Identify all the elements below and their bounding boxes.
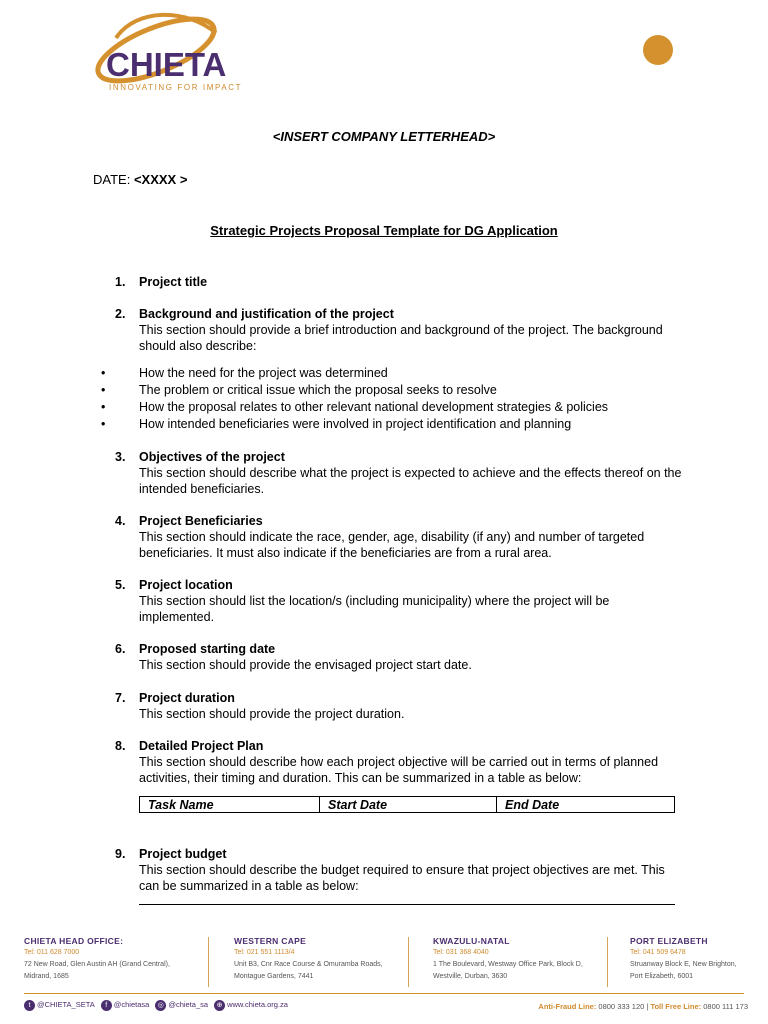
logo-tagline: INNOVATING FOR IMPACT: [109, 83, 243, 92]
section-4: [115, 513, 684, 561]
facebook-link[interactable]: f @chietasa: [101, 1000, 150, 1011]
facebook-icon: f: [101, 1000, 112, 1011]
table-header-cell: Task Name: [140, 797, 320, 813]
section-body: This section should provide a brief introduction and background of the project. The background should also describe:: [139, 323, 663, 353]
section-heading: Objectives of the project: [139, 450, 285, 464]
footer-office-kzn: KWAZULU-NATAL Tel: 031 368 4040 1 The Boulevard, Westway Office Park, Block D, Westville, Durban, 3630: [433, 936, 583, 980]
section-number: 5.: [115, 578, 126, 592]
social-links: [24, 1000, 288, 1011]
document-title: Strategic Projects Proposal Template for DG Application: [210, 223, 558, 238]
footer-office-western-cape: WESTERN CAPE Tel: 021 551 1113/4 Unit B3, Cnr Race Course & Omuramba Roads, Montague Gardens, 7441: [234, 936, 383, 980]
section-heading: Project duration: [139, 691, 235, 705]
section-heading: Project budget: [139, 847, 227, 861]
date-line: [93, 172, 187, 187]
date-value: <XXXX >: [133, 172, 188, 187]
section-body: This section should indicate the race, gender, age, disability (if any) and number of targeted beneficiaries. It must also indicate if the beneficiaries are from a rural area.: [139, 530, 645, 560]
table-header-cell: End Date: [497, 797, 675, 813]
section-body: This section should list the location/s (including municipality) where the project will be implemented.: [139, 594, 610, 624]
section-3: [115, 449, 684, 497]
section-6: [115, 641, 684, 673]
section-1: [115, 274, 684, 290]
orange-dot-icon: [643, 35, 673, 65]
section-number: 3.: [115, 450, 126, 464]
list-item: • How intended beneficiaries were involved in project identification and planning: [101, 417, 572, 431]
section-body: This section should provide the project duration.: [139, 707, 405, 721]
twitter-link[interactable]: t @CHIETA_SETA: [24, 1000, 95, 1011]
footer-divider: [408, 937, 409, 987]
section-heading: Background and justification of the project: [139, 307, 394, 321]
footer: [0, 935, 768, 995]
section-5: [115, 577, 684, 625]
section-2: [115, 306, 684, 354]
list-item: • The problem or critical issue which the proposal seeks to resolve: [101, 383, 497, 397]
section-heading: Project location: [139, 578, 233, 592]
section-body: This section should describe the budget required to ensure that project objectives are met. This can be summarized in a table as below:: [139, 863, 665, 893]
section-8: [115, 738, 684, 786]
section-number: 7.: [115, 691, 126, 705]
section-number: 1.: [115, 275, 126, 289]
hotlines: Anti-Fraud Line: 0800 333 120 | Toll Free Line: 0800 111 173: [538, 1002, 748, 1011]
section-heading: Detailed Project Plan: [139, 739, 264, 753]
section-heading: Project title: [139, 275, 208, 289]
globe-icon: ⊕: [214, 1000, 225, 1011]
task-table: [139, 796, 675, 813]
section-body: This section should describe how each project objective will be carried out in terms of planned activities, their timing and duration. This can be summarized in a table as below:: [139, 755, 659, 785]
section-number: 9.: [115, 847, 126, 861]
section-heading: Proposed starting date: [139, 642, 276, 656]
footer-divider-line: [24, 993, 744, 994]
section-number: 6.: [115, 642, 126, 656]
section-number: 2.: [115, 307, 126, 321]
section-number: 4.: [115, 514, 126, 528]
list-item: • How the proposal relates to other relevant national development strategies & policies: [101, 400, 609, 414]
date-label: DATE:: [93, 172, 131, 187]
instagram-icon: ◎: [155, 1000, 166, 1011]
section-number: 8.: [115, 739, 126, 753]
website-link[interactable]: ⊕ www.chieta.org.za: [214, 1000, 288, 1011]
background-bullets: [0, 365, 768, 433]
logo-wordmark: CHIETA: [106, 46, 227, 83]
section-9: [115, 846, 684, 894]
section-7: [115, 690, 684, 722]
twitter-icon: t: [24, 1000, 35, 1011]
footer-office-head: CHIETA HEAD OFFICE: Tel: 011 628 7000 72 New Road, Glen Austin AH (Grand Central), Midrand, 1685: [24, 936, 170, 980]
section-body: This section should provide the envisaged project start date.: [139, 658, 472, 672]
instagram-link[interactable]: ◎ @chieta_sa: [155, 1000, 208, 1011]
footer-divider: [607, 937, 608, 987]
letterhead-placeholder: <INSERT COMPANY LETTERHEAD>: [272, 129, 496, 144]
footer-office-port-elizabeth: PORT ELIZABETH Tel: 041 509 6478 Struanway Block E, New Brighton, Port Elizabeth, 6001: [630, 936, 737, 980]
table-header-cell: Start Date: [320, 797, 497, 813]
section-heading: Project Beneficiaries: [139, 514, 263, 528]
footer-divider: [208, 937, 209, 987]
section-body: This section should describe what the project is expected to achieve and the effects thereof on the intended beneficiaries.: [139, 466, 682, 496]
list-item: • How the need for the project was determined: [101, 366, 388, 380]
budget-table-top-border: [139, 904, 675, 905]
table-row: [140, 797, 675, 813]
